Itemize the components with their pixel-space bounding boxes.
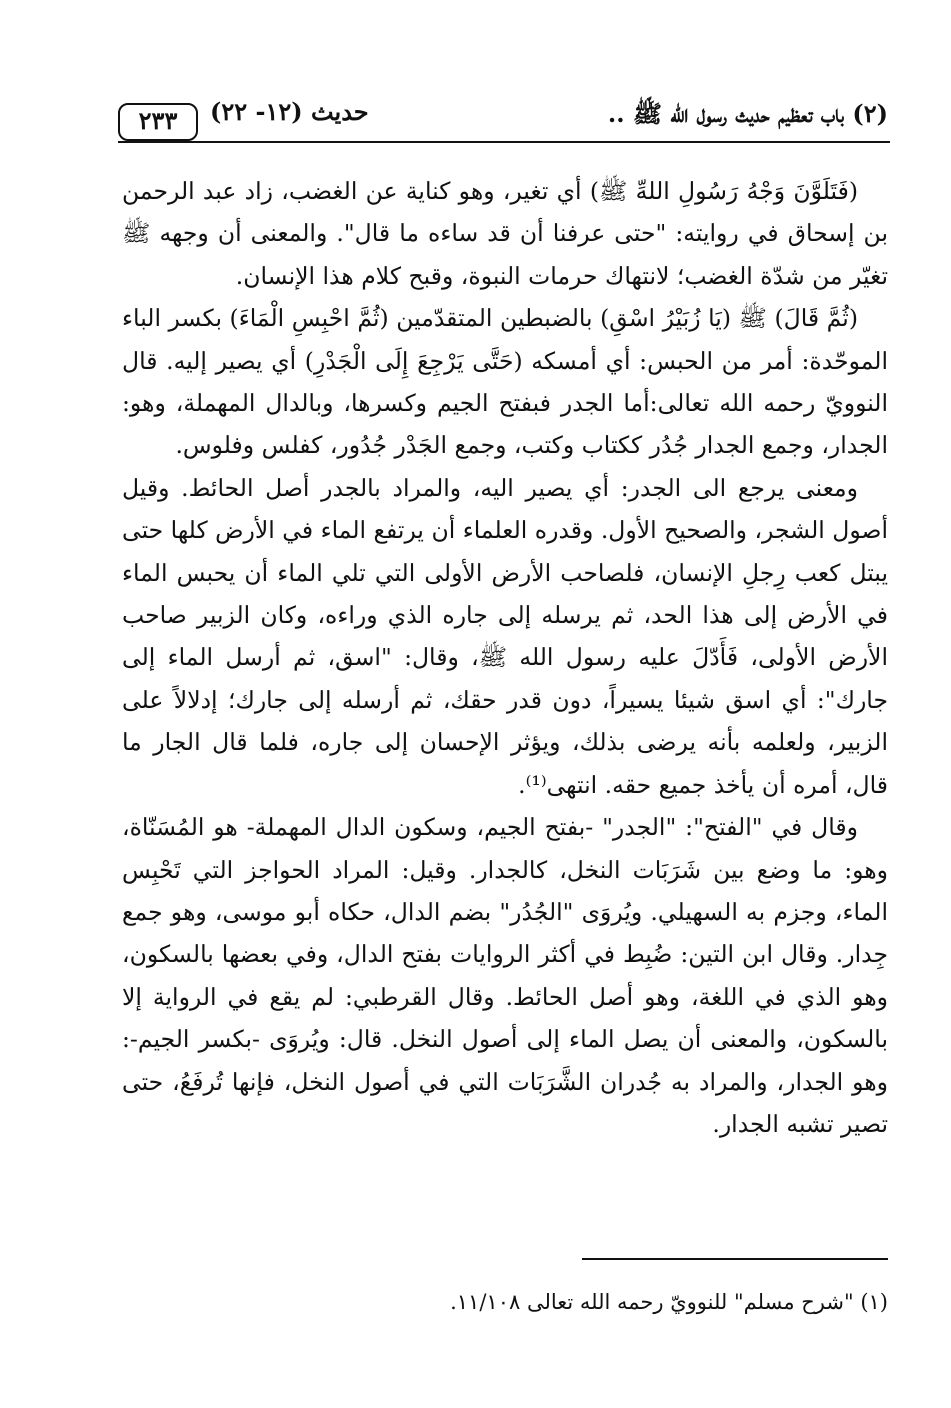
paragraph-4: وقال في "الفتح": "الجدر" -بفتح الجيم، وسكون الدال المهملة- هو المُسَنّاة، وهو: ما وضع بين شَرَبَات النخل، كالجدار. وقيل: المراد الحواجز التي تَحْبِس الماء، وجزم به السهيلي. ويُروَى "الجُدُر" بضم الدال، حكاه أبو موسى، وهو جمع جِدار. وقال ابن التين: ضُبِط في أكثر الروايات بفتح الدال، وفي بعضها بالسكون، وهو الذي في اللغة، وهو أصل الحائط. وقال القرطبي: لم يقع في الرواية إلا بالسكون، والمعنى أن يصل الماء إلى أصول النخل. قال: ويُروَى -بكسر الجيم-: وهو الجدار، والمراد به جُدران الشَّرَبَات التي في أصول النخل، فإنها تُرفَعُ، حتى تصير تشبه الجدار.	[122, 813, 888, 1138]
header-rule	[118, 141, 890, 143]
page-number: ٢٣٣	[138, 106, 178, 135]
hadith-label: حديث (١٢- ٢٢)	[210, 97, 369, 126]
chapter-title: (٢) باب تعظيم حديث رسول الله ﷺ ..	[607, 99, 888, 128]
running-header	[118, 95, 890, 147]
footnote: (١) "شرح مسلم" للنوويّ رحمه الله تعالى ١١/١٠٨.	[450, 1290, 888, 1314]
paragraph-3: ومعنى يرجع الى الجدر: أي يصير اليه، والمراد بالجدر أصل الحائط. وقيل أصول الشجر، والصحيح الأول. وقدره العلماء أن يرتفع الماء في الأرض كلها حتى يبتل كعب رِجلِ الإنسان، فلصاحب الأرض الأولى التي تلي الماء أن يحبس الماء في الأرض إلى هذا الحد، ثم يرسله إلى جاره الذي وراءه، وكان الزبير صاحب الأرض الأولى، فَأَدّلَ عليه رسول الله ﷺ، وقال: "اسق، ثم أرسل الماء إلى جارك": أي اسق شيئا يسيراً، دون قدر حقك، ثم أرسله إلى جارك؛ إدلالاً على الزبير، ولعلمه بأنه يرضى بذلك، ويؤثر الإحسان إلى جاره، فلما قال الجار ما قال، أمره أن يأخذ جميع حقه. انتهى⁽¹⁾.	[122, 473, 888, 799]
paragraph-2: (ثُمَّ قَالَ) ﷺ (يَا زُبَيْرُ اسْقِ) بالضبطين المتقدّمين (ثُمَّ احْبِسِ الْمَاءَ) بكسر الباء الموحّدة: أمر من الحبس: أي أمسكه (حَتَّى يَرْجِعَ إِلَى الْجَدْرِ) أي يصير إليه. قال النوويّ رحمه الله تعالى:أما الجدر فبفتح الجيم وكسرها، وبالدال المهملة، وهو: الجدار، وجمع الجدار جُدُر ككتاب وكتب، وجمع الجَدْر جُدُور، كفلس وفلوس.	[122, 304, 888, 460]
main-text	[122, 170, 888, 1145]
paragraph-1: (فَتَلَوَّنَ وَجْهُ رَسُولِ اللهِّ ﷺ) أي تغير، وهو كناية عن الغضب، زاد عبد الرحمن بن إسحاق في روايته: "حتى عرفنا أن قد ساءه ما قال". والمعنى أن وجهه ﷺ تغيّر من شدّة الغضب؛ لانتهاك حرمات النبوة، وقبح كلام هذا الإنسان.	[122, 177, 888, 290]
page-number-box	[118, 103, 198, 141]
footnote-separator	[582, 1258, 888, 1260]
